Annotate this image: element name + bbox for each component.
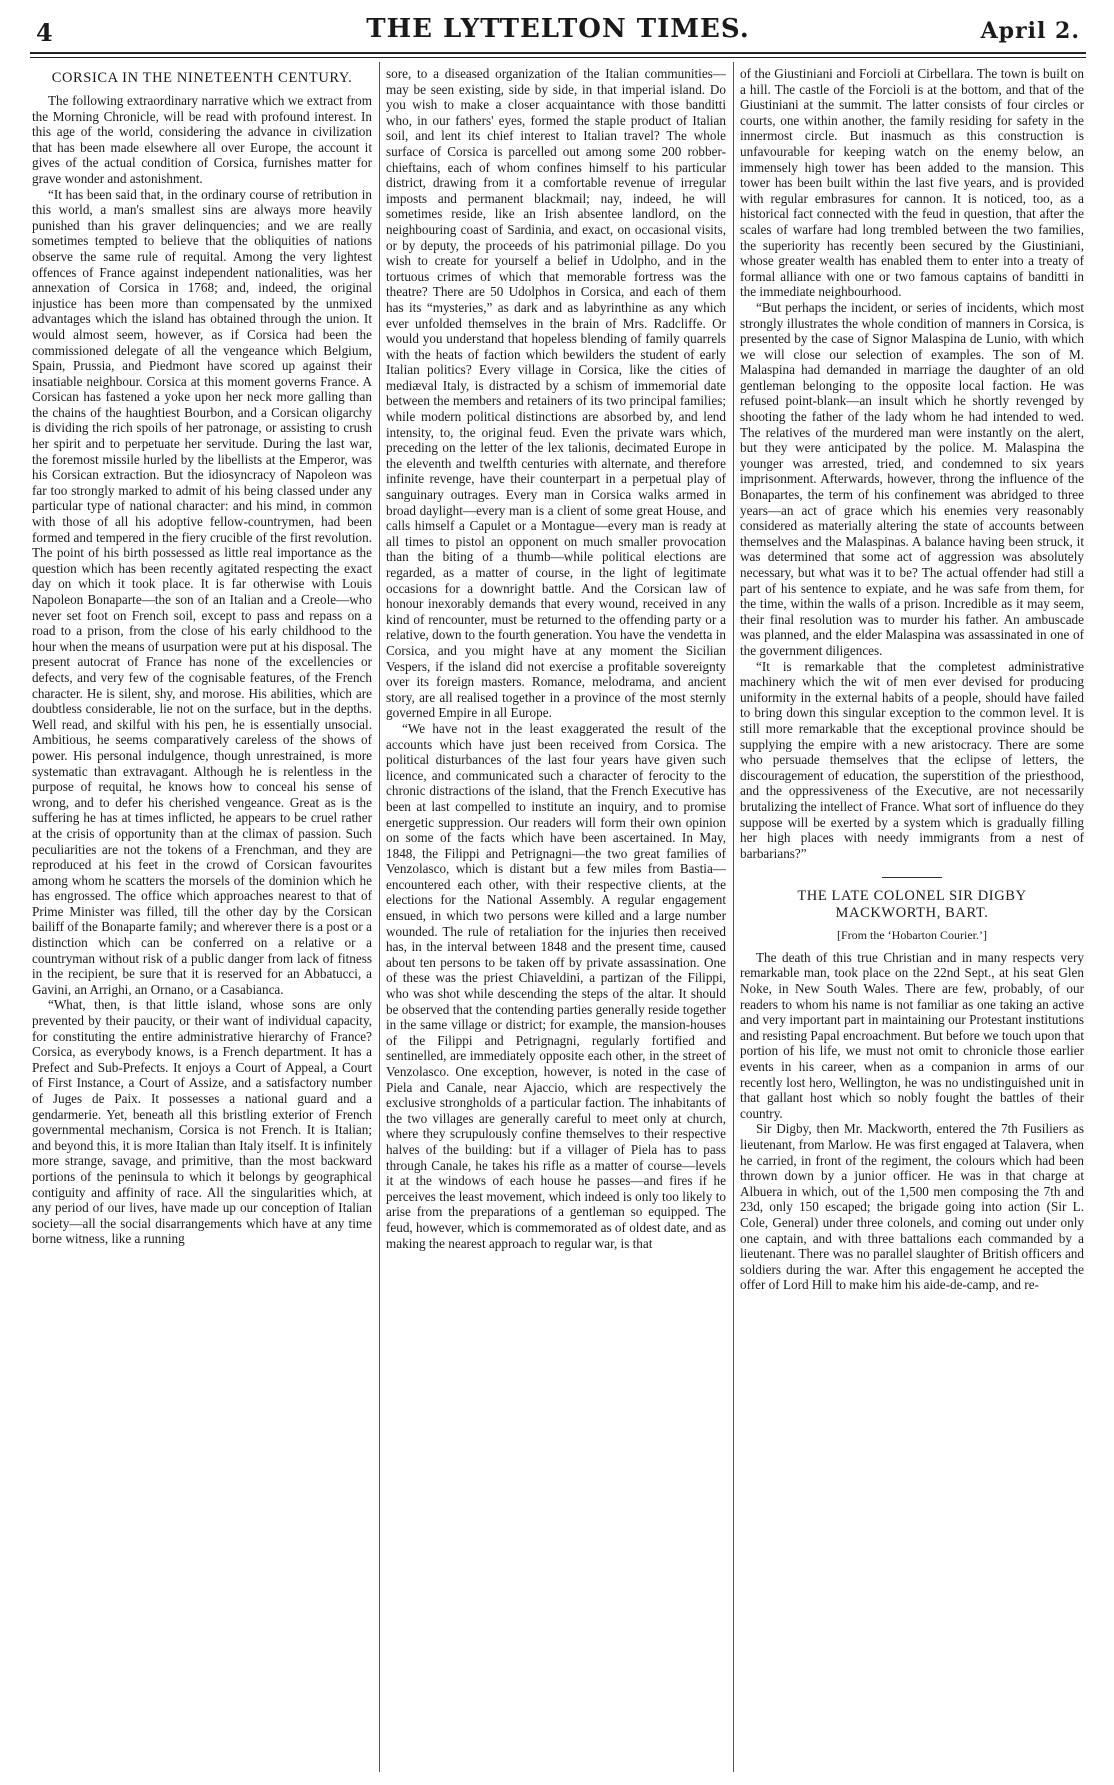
issue-date: April 2. [980, 18, 1080, 44]
masthead-rule [30, 52, 1086, 54]
article-paragraph: The death of this true Christian and in many respects very remarkable man, took place on the 22nd Sept., at his seat Glen Noke, in New South Wales. There are few, probably, of our readers to whom his name is not familiar as one taking an active and very important part in maintaining our Protestant institutions and resisting Papal encroachment. But before we touch upon that portion of his life, we must not omit to chronicle those earlier events in his career, when as a companion in arms of our recently lost hero, Wellington, he was no undistinguished unit in that gallant host which so nobly fought the battles of their country. [740, 949, 1084, 1121]
article-headline-mackworth: THE LATE COLONEL SIR DIGBY MACKWORTH, BART. [797, 888, 1027, 922]
column-1 [32, 66, 372, 1771]
newspaper-title: THE LYTTELTON TIMES. [366, 14, 750, 44]
article-paragraph: “It has been said that, in the ordinary course of retribution in this world, a man's smallest sins are always more heavily punished than his graver delinquencies; and we are really sometimes tempted to believe that the obliquities of nations observe the same rule of requital. Among the very lightest offences of France against independent nationalities, was her annexation of Corsica in 1768; and, indeed, the original injustice has been more than compensated by the unmixed advantages which the island has obtained through the union. It would almost seem, however, as if Corsica had been the commissioned delegate of all the vengeance which Belgium, Spain, Prussia, and Piedmont have scored up against their insatiable neighbour. Corsica at this moment governs France. A Corsican has fastened a yoke upon her neck more galling than the chains of the haughtiest Bourbon, and a Corsican oligarchy is dividing the rich spoils of her patronage, or assisting to crush her spirit and to perpetuate her servitude. During the last war, the foremost missile hurled by the libellists at the Emperor, was his Corsican extraction. But the idiosyncracy of Napoleon was far too strongly marked to admit of his being classed under any particular type of national character: and his mind, in common with those of all his adoptive fellow-countrymen, had been formed and tempered in the fiery crucible of the first revolution. The point of his birth possessed as little real importance as the question which has been recently agitated respecting the exact day on which it took place. It is far otherwise with Louis Napoleon Bonaparte—the son of an Italian and a Creole—who never set foot on French soil, except to pass and repass on a road to a prison, from the close of his early childhood to the hour when the means of usurpation were put at his disposal. The present autocrat of France has none of the excellencies or defects, and very few of the cognisable features, of the French character. He is silent, shy, and morose. His abilities, which are doubtless considerable, lie not on the surface, but in the depths. Well read, and skilful with his pen, he is essentially unsocial. Ambitious, he seems comparatively careless of the shows of power. His personal indulgence, though unrestrained, is more systematic than extravagant. Although he is relentless in the purpose of requital, he knows how to conceal his sense of wrong, and to defer his cherished vengeance. Great as is the suffering he has at times inflicted, he appears to be cruel rather at the crisis of opportunity than at the climax of passion. Such peculiarities are not the tokens of a Frenchman, and they are reproduced at his feet in the crowd of Corsican favourites among whom he scatters the morsels of the dominion which he has engrossed. The office which approaches nearest to that of Prime Minister was filled, till the other day by the Corsican bailiff of the Bonaparte family; and wherever there is a post or a distinction which can be conferred on a relative or a countryman without risk of a public danger from lack of fitness in the recipient, be sure that it is reserved for an Abbatucci, a Gavini, an Arrighi, an Ornano, or a Casabianca. [32, 186, 372, 997]
article-separator [882, 877, 942, 878]
column-divider [733, 62, 734, 1772]
column-2 [386, 66, 726, 1771]
article-headline-corsica: CORSICA IN THE NINETEENTH CENTURY. [51, 70, 353, 86]
article-paragraph: Sir Digby, then Mr. Mackworth, entered the 7th Fusiliers as lieutenant, from Marlow. He was first engaged at Talavera, when he carried, in front of the regiment, the colours which had been thrown down by a junior officer. He was in that charge at Albuera in which, out of the 1,500 men composing the 7th and 23d, only 150 escaped; the brigade going into action (Sir L. Cole, General) under three colonels, and coming out under only one captain, and with three battalions each commanded by a lieutenant. There was no parallel slaughter of British officers and soldiers during the war. After this engagement he accepted the offer of Lord Hill to make him his aide-de-camp, and re- [740, 1121, 1084, 1293]
article-paragraph: “What, then, is that little island, whose sons are only prevented by their paucity, or their want of individual capacity, for constituting the entire administrative hierarchy of France? Corsica, as everybody knows, is a French department. It has a Prefect and Sub-Prefects. It enjoys a Court of Appeal, a Court of First Instance, a Court of Assize, and a satisfactory number of Juges de Paix. It possesses a national guard and a gendarmerie. Yet, beneath all this bristling exterior of French governmental mechanism, Corsica is not French. It is Italian; and beyond this, it is more Italian than Italy itself. It is infinitely more strange, savage, and primitive, than the most backward portions of the peninsula to which it belongs by geographical contiguity and affinity of race. All the singularities which, at any period of our lives, have made up our conception of Italian society—all the social disarrangements which have at any time borne witness, like a running [32, 997, 372, 1247]
article-paragraph: The following extraordinary narrative which we extract from the Morning Chronicle, will be read with profound interest. In this age of the world, considering the advance in civilization that has been made elsewhere all over Europe, the account it gives of the actual condition of Corsica, furnishes matter for grave wonder and astonishment. [32, 93, 372, 186]
article-paragraph: of the Giustiniani and Forcioli at Cirbellara. The town is built on a hill. The castle of the Forcioli is at the bottom, and that of the Giustiniani at the summit. The latter consists of four circles or courts, one within another, the family residing for safety in the innermost circle. But inasmuch as this construction is unfavourable for keeping watch on the enemy below, an immensely high tower has been added to the mansion. This tower has been built within the last five years, and is provided with regular embrasures for cannon. It is noticed, too, as a historical fact connected with the feud in question, that after the scales of warfare had long trembled between the two families, the superiority has recently been secured by the Giustiniani, whose greater wealth has enabled them to enter into a treaty of formal alliance with one or two famous captains of banditti in the immediate neighbourhood. [740, 66, 1084, 300]
article-paragraph: “We have not in the least exaggerated the result of the accounts which have just been received from Corsica. The political disturbances of the last four years have given such licence, and communicated such a character of ferocity to the chronic distractions of the island, that the French Executive has been at last compelled to institute an inquiry, and to promise energetic suppression. Our readers will form their own opinion on some of the facts which have been ascertained. In May, 1848, the Filippi and Petrignagni—the two great families of Venzolasco, which is distant but a few miles from Bastia—encountered each other, with their respective clients, at the elections for the National Assembly. A regular engagement ensued, in which two persons were killed and a large number wounded. The rule of retaliation for the injuries then received has, in the interval between 1848 and the present time, caused about ten persons to be taken off by private assassination. One of these was the priest Chiaveldini, a partizan of the Filippi, who was shot while descending the steps of the altar. It should be observed that the contending parties generally reside together in the same village or district; for example, the mansion-houses of the Filippi and Petrignagni, regularly fortified and sentinelled, are immediately opposite each other, in the street of Venzolasco. One exception, however, is noted in the case of Piela and Canale, near Ajaccio, which are respectively the exclusive strongholds of a particular faction. The inhabitants of the two villages are generally careful to meet only at church, where they scrupulously confine themselves to their respective halves of the building: but if a villager of Piela has to pass through Canale, he takes his rifle as a matter of course—levels it at the windows of each house he passes—and fires if he perceives the least movement, which indeed is only too likely to arise from the preparations of a gentleman so equipped. The feud, however, which is commemorated as of oldest date, and as making the nearest approach to regular war, is that [386, 720, 726, 1251]
article-paragraph: sore, to a diseased organization of the Italian communities—may be seen existing, side by side, in that imperial island. Do you wish to make a closer acquaintance with those banditti who, in our fathers' eyes, formed the staple product of Italian soil, and lent its chief interest to Italian travel? The whole surface of Corsica is parcelled out among some 200 robber-chieftains, each of whom confines himself to his particular district, drawing from it a comfortable revenue of irregular imposts and permanent blackmail; nay, indeed, he will sometimes reside, like an Irish absentee landlord, on the neighbouring coast of Sardinia, and exact, on occasional visits, or by deputy, the proceeds of his patrimonial pillage. Do you wish to create for yourself a belief in Udolpho, and in the tortuous crimes of which that memorable fortress was the theatre? There are 50 Udolphos in Corsica, and each of them has its “mysteries,” as dark and as labyrinthine as any which ever unfolded themselves in the brain of Mrs. Radcliffe. Or would you understand that hopeless blending of family quarrels with the heats of faction which bewilders the student of early Italian politics? Every village in Corsica, like the cities of mediæval Italy, is distracted by a schism of immemorial date between the members and retainers of its two principal families; while modern political distinctions are absorbed by, and lend intensity, to, the original feud. Even the private wars which, preceding on the letter of the lex talionis, decimated Europe in the eleventh and twelfth centuries with alternate, and therefore infinite revenge, have their counterpart in a perpetual play of sanguinary outrages. Every man in Corsica walks armed in broad daylight—every man is a client of some great House, and calls himself a Capulet or a Montague—every man is ready at all times to pistol an opponent on much smaller provocation than the biting of a thumb—while political elections are regarded, as a matter of course, in the light of legitimate occasions for a downright battle. And the Corsican law of honour inexorably demands that every wound, received in any kind of rencounter, must be returned to the offending party or a relative, down to the fourth generation. You have the vendetta in Corsica, and you might have at any moment the Sicilian Vespers, if the island did not exercise a profitable sovereignty over its foreign masters. Romance, melodrama, and ancient story, are all realised together in a province of the most sternly governed Empire in all Europe. [386, 66, 726, 721]
page-number: 4 [36, 18, 53, 47]
column-3 [740, 66, 1084, 1771]
article-paragraph: “It is remarkable that the completest administrative machinery which the wit of men ever devised for producing uniformity in the external habits of a people, should have failed to bring down this singular exception to the common level. It is still more remarkable that the exceptional province should be supplying the empire with a new aristocracy. There are some who persuade themselves that the eclipse of letters, the discouragement of education, the superstition of the priesthood, and the oppressiveness of the Executive, are not necessarily brutalizing the intellect of France. What sort of influence do they suppose will be exerted by a system which is gradually filling her high places with needy immigrants from a nest of barbarians?” [740, 658, 1084, 861]
article-attribution: [From the ‘Hobarton Courier.’] [837, 928, 987, 943]
column-divider [379, 62, 380, 1772]
masthead [30, 14, 1086, 48]
masthead-rule-thin [30, 57, 1086, 58]
article-paragraph: “But perhaps the incident, or series of incidents, which most strongly illustrates the whole condition of manners in Corsica, is presented by the case of Signor Malaspina de Lunio, with which we will close our selection of examples. The son of M. Malaspina had demanded in marriage the daughter of an old gentleman belonging to the opposite local faction. He was refused point-blank—an insult which he shortly revenged by shooting the father of the lady whom he had intended to wed. The relatives of the murdered man were instantly on the alert, but they were anticipated by the police. M. Malaspina the younger was arrested, tried, and condemned to six years imprisonment. Afterwards, however, throng the influence of the Bonapartes, the term of his confinement was abridged to three years—an act of grace which his enemies very reasonably considered as materially altering the state of accounts between themselves and the Malaspinas. A balance having been struck, it was determined that some act of aggression was absolutely necessary, but what was it to be? The actual offender had still a part of his sentence to expiate, and he was safe from them, for the time, within the walls of a prison. Incredible as it may seem, their final resolution was to murder his father. An ambuscade was planned, and the elder Malaspina was assassinated in one of the government diligences. [740, 299, 1084, 658]
